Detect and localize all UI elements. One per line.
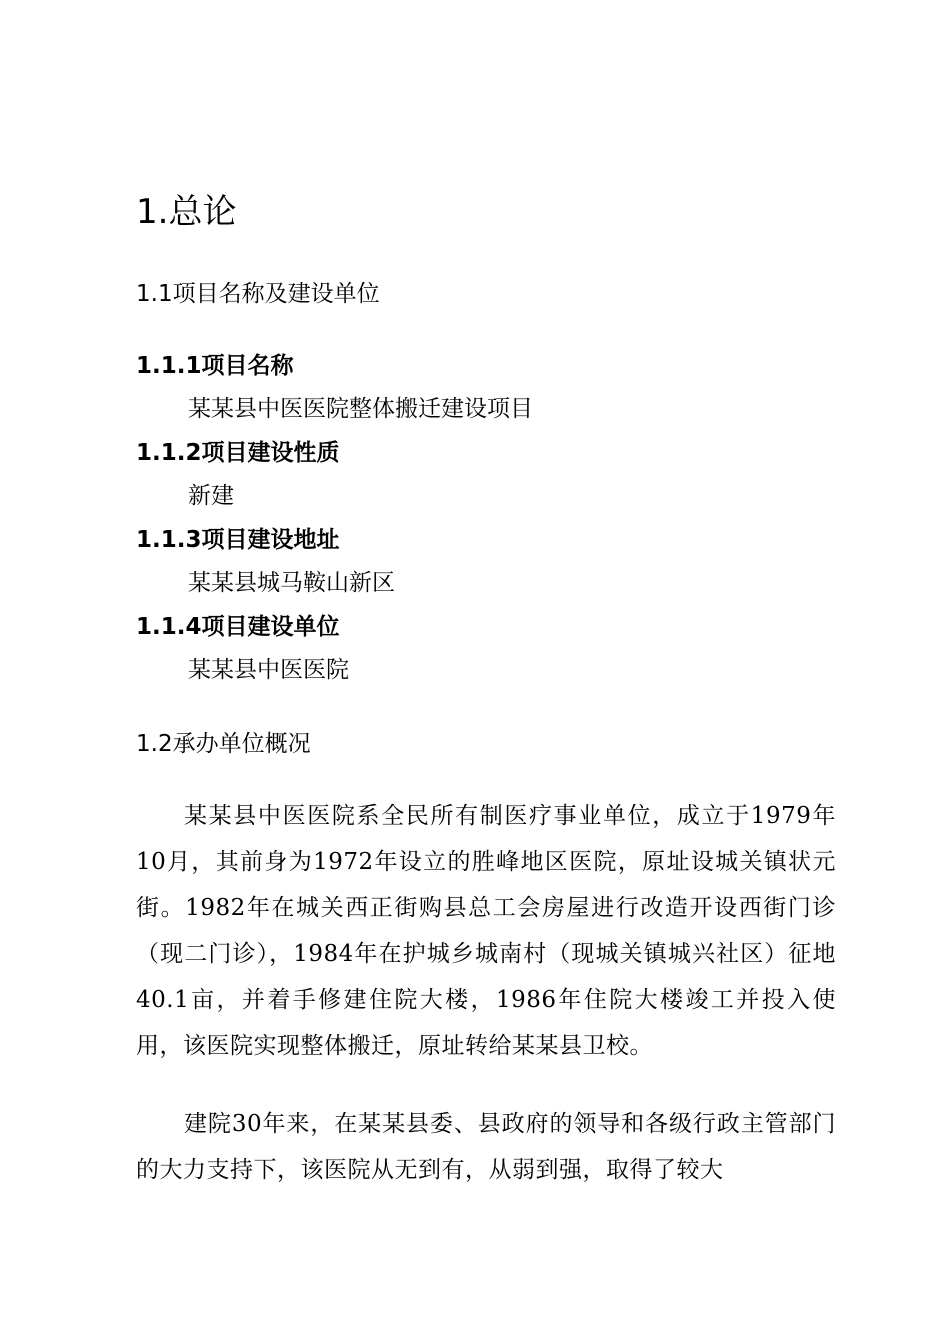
section-heading-1-1: 1.1项目名称及建设单位 xyxy=(136,281,380,307)
section-heading-1-2: 1.2承办单位概况 xyxy=(136,731,311,757)
subsection-heading-project-name: 1.1.1项目名称 xyxy=(136,353,294,379)
project-name-value: 某某县中医医院整体搬迁建设项目 xyxy=(188,396,533,422)
construction-unit-value: 某某县中医医院 xyxy=(188,657,349,683)
subsection-heading-construction-nature: 1.1.2项目建设性质 xyxy=(136,440,340,466)
construction-nature-value: 新建 xyxy=(188,483,234,509)
chapter-title: 1.总论 xyxy=(136,192,237,232)
paragraph-development: 建院30年来，在某某县委、县政府的领导和各级行政主管部门的大力支持下，该医院从无到有，从弱到强，取得了较大 xyxy=(136,1111,836,1183)
subsection-heading-construction-address: 1.1.3项目建设地址 xyxy=(136,527,340,553)
subsection-heading-construction-unit: 1.1.4项目建设单位 xyxy=(136,614,340,640)
construction-address-value: 某某县城马鞍山新区 xyxy=(188,570,395,596)
paragraph-history: 某某县中医医院系全民所有制医疗事业单位，成立于1979年10月，其前身为1972年设立的胜峰地区医院，原址设城关镇状元街。1982年在城关西正街购县总工会房屋进行改造开设西街门诊（现二门诊），1984年在护城乡城南村（现城关镇城兴社区）征地40.1亩，并着手修建住院大楼，1986年住院大楼竣工并投入使用，该医院实现整体搬迁，原址转给某某县卫校。 xyxy=(136,803,836,1059)
